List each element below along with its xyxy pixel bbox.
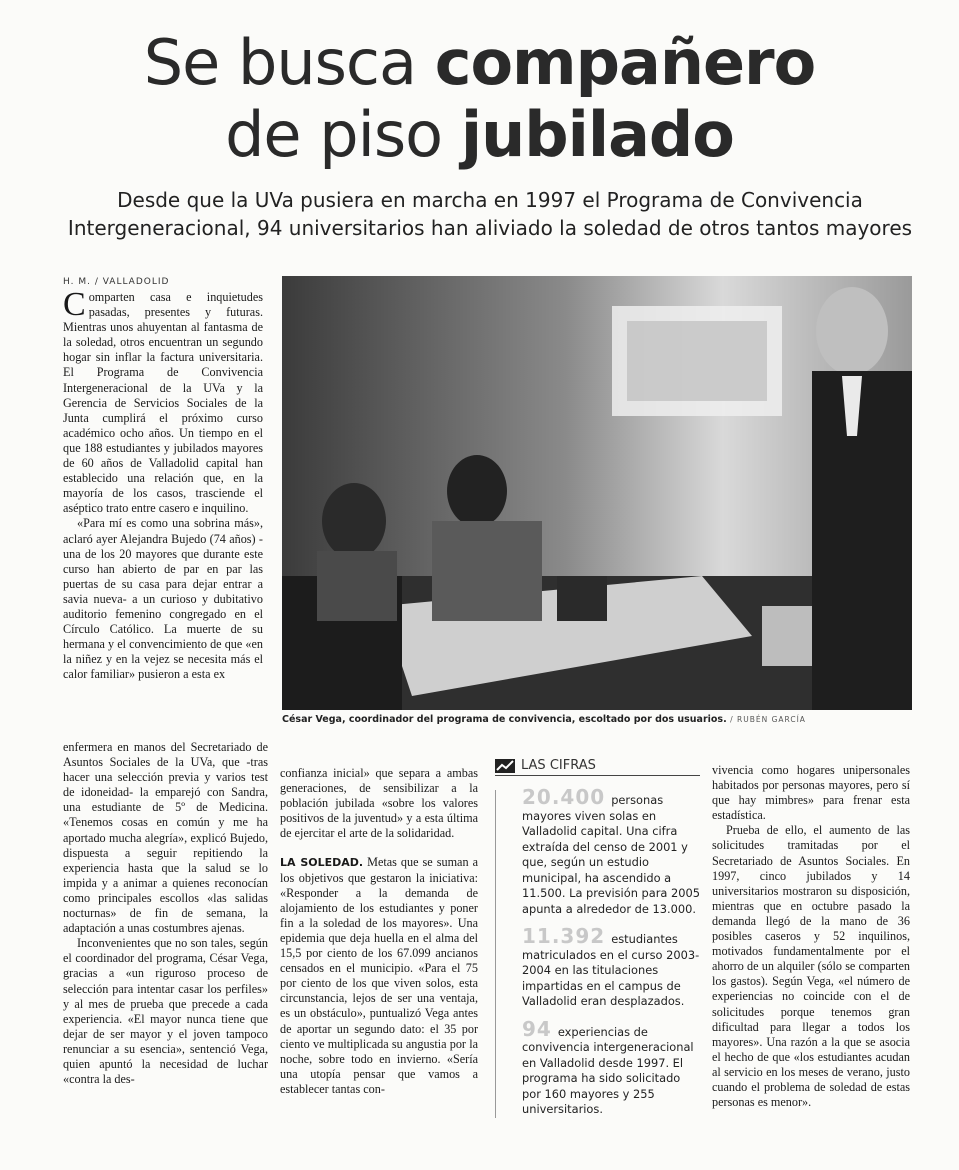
subtitle-line-1: Desde que la UVa pusiera en marcha en 1997 el Programa de Convivencia: [117, 188, 863, 212]
figures-sidebar: [495, 758, 700, 1130]
drop-cap: C: [63, 286, 86, 323]
headline-light-1: Se busca: [143, 26, 435, 99]
figure-text: estudiantes matriculados en el curso 2003-2004 en las titulaciones impartidas en el campus de Valladolid eran desplazados.: [522, 932, 700, 1008]
figures-header: [495, 758, 700, 776]
paragraph: Inconvenientes que no son tales, según el coordinador del programa, César Vega, gracias a «un riguroso proceso de selección para intentar casar los perfiles» y al mes de prueba que precede a cada experiencia. «El mayor nunca tiene que dejar de ser mayor y el joven tampoco renunciar a su esencia», sentenció Vega, quien apuntó la necesidad de luchar «contra la des-: [63, 936, 268, 1087]
figures-list: [495, 785, 701, 1118]
figure-number: 20.400: [522, 785, 606, 809]
article-column-1-bottom: [63, 740, 268, 1087]
trend-chart-icon: [495, 759, 515, 773]
figure-item: [522, 785, 701, 917]
paragraph: [280, 855, 478, 1097]
section-kicker: LA SOLEDAD.: [280, 856, 364, 870]
figures-title: LAS CIFRAS: [521, 758, 596, 773]
figure-text: personas mayores viven solas en Valladolid capital. Una cifra extraída del censo de 2001 y que, según un estudio municipal, ha ascendido a 11.500. La previsión para 2005 apunta a alrededor de 13.000.: [522, 793, 701, 916]
paragraph: «Para mí es como una sobrina más», aclaró ayer Alejandra Bujedo (74 años) -una de los 20 mayores que durante este curso han abierto de par en par las puertas de su casa para dejar entrar a savia nueva- a un curioso y dubitativo auditorio femenino congregado en el Círculo Católico. La muerte de su hermana y el convencimiento de que «en la niñez y en la vejez se necesita más el calor familiar» pusieron a esta ex: [63, 516, 263, 682]
paragraph: [63, 286, 263, 516]
headline-bold-1: compañero: [434, 26, 816, 99]
paragraph: confianza inicial» que separa a ambas generaciones, de sensibilizar a la población jubilada «sobre los valores positivos de la juventud» y a esta última de ejercitar el arte de la solidaridad.: [280, 766, 478, 841]
article-photo: [282, 276, 912, 710]
photo-illustration: [282, 276, 912, 710]
paragraph: vivencia como hogares unipersonales habitados por personas mayores, pero sí que hay mimbres» para frenar esta estadística.: [712, 763, 910, 823]
figure-number: 11.392: [522, 924, 606, 948]
figure-text: experiencias de convivencia intergeneracional en Valladolid desde 1997. El programa ha sido solicitado por 160 mayores y 255 universitarios.: [522, 1024, 694, 1116]
article-column-2: [280, 766, 478, 1097]
headline-light-2: de piso: [225, 98, 461, 171]
byline: H. M. / VALLADOLID: [63, 277, 170, 287]
paragraph: Prueba de ello, el aumento de las solicitudes tramitadas por el Secretariado de Asuntos Sociales. En 1997, cinco jubilados y 14 universitarios mostraron su disposición, mientras que en octubre pasado la demanda llegó de la mano de 36 posibles caseros y 52 inquilinos, motivados fundamentalmente por el ahorro de un alquiler (sólo se comparten los gastos). Según Vega, «el número de experiencias no coincide con el de solicitudes porque tenemos gran dificultad para llegar a todos los mayores». Una razón a la que se asocia el hecho de que «los estudiantes acudan al servicio en los meses de verano, justo cuando el problema de soledad de estas personas es menor».: [712, 823, 910, 1110]
subtitle: [60, 186, 920, 242]
paragraph-text: omparten casa e inquietudes pasadas, presentes y futuras. Mientras unos ahuyentan al fantasma de la soledad, otros encuentran un segundo hogar sin inflar la factura universitaria. El Programa de Convivencia Intergeneracional de la UVa y la Gerencia de Servicios Sociales de la Junta cumplirá el próximo curso académico ocho años. Un tiempo en el que 188 estudiantes y jubilados mayores de 60 años de Valladolid capital han establecido una relación que, en la mayoría de los casos, trasciende el aséptico trato entre casero e inquilino.: [63, 290, 263, 516]
article-column-4: [712, 763, 910, 1110]
figure-item: [522, 1016, 700, 1118]
paragraph-text: Metas que se suman a los objetivos que gestaron la iniciativa: «Responder a la demanda de alojamiento de los estudiantes y poner fin a la soledad de los mayores». Una epidemia que deja huella en el alma del 15,5 por ciento de los 67.099 ancianos censados en el municipio. «Para el 75 por ciento de los que viven solos, esta circunstancia, lejos de ser una ventaja, es un obstáculo», puntualizó Vega antes de aportar un segundo dato: el 35 por ciento ve multiplicada su angustia por la noche, sobre todo en invierno. «Sería una utopía pensar que vamos a establecer tantas con-: [280, 855, 478, 1096]
paragraph: enfermera en manos del Secretariado de Asuntos Sociales de la UVa, que -tras hacer una selección previa y varios test de idoneidad- la emparejó con Sandra, una estudiante de 5º de Medicina. «Tenemos cosas en común y me ha aportado mucha alegría», explicó Bujedo, dispuesta a seguir repitiendo la experiencia hasta que la salud se lo impida y a animar a quienes reconocían como principales escollos «las salidas nocturnas» de fin de semana, la adaptación a unas costumbres ajenas.: [63, 740, 268, 936]
figure-item: [522, 924, 700, 1010]
caption-text: César Vega, coordinador del programa de convivencia, escoltado por dos usuarios.: [282, 714, 727, 725]
headline-line-2: [0, 100, 959, 170]
photo-credit: / RUBÉN GARCÍA: [726, 715, 806, 724]
subtitle-line-2: Intergeneracional, 94 universitarios han aliviado la soledad de otros tantos mayores: [67, 216, 913, 240]
headline-bold-2: jubilado: [460, 98, 734, 171]
article-column-1-top: [63, 286, 263, 682]
photo-caption: [282, 714, 912, 725]
figure-number: 94: [522, 1016, 552, 1041]
headline-line-1: [0, 28, 959, 98]
